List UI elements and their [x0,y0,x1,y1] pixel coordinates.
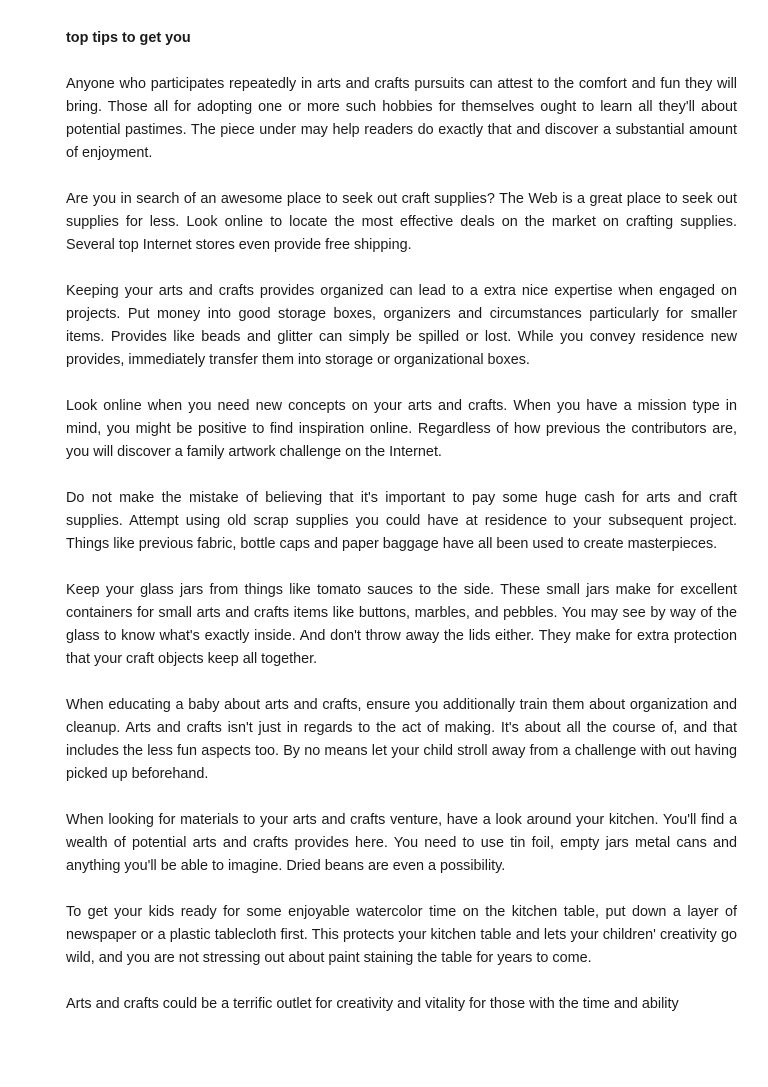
paragraph-10: Arts and crafts could be a terrific outlet for creativity and vitality for those with the time and ability [66,996,679,1012]
document-page [66,27,737,1016]
paragraph-8: When looking for materials to your arts and crafts venture, have a look around your kitchen. You'll find a wealth of potential arts and crafts provides here. You need to use tin foil, empty jars metal cans and anything you'll be able to imagine. Dried beans are even a possibility. [66,812,737,874]
paragraph-6: Keep your glass jars from things like tomato sauces to the side. These small jars make for excellent containers for small arts and crafts items like buttons, marbles, and pebbles. You may see by way of the glass to know what's exactly inside. And don't throw away the lids either. They make for extra protection that your craft objects keep all together. [66,582,737,667]
paragraph-5: Do not make the mistake of believing that it's important to pay some huge cash for arts and craft supplies. Attempt using old scrap supplies you could have at residence to your subsequent project. Things like previous fabric, bottle caps and paper baggage have all been used to create masterpieces. [66,490,737,552]
document-title: top tips to get you [66,30,191,46]
paragraph-4: Look online when you need new concepts on your arts and crafts. When you have a mission type in mind, you might be positive to find inspiration online. Regardless of how previous the contributors are, you will discover a family artwork challenge on the Internet. [66,398,737,460]
paragraph-9: To get your kids ready for some enjoyable watercolor time on the kitchen table, put down a layer of newspaper or a plastic tablecloth first. This protects your kitchen table and lets your children' creativity go wild, and you are not stressing out about paint staining the table for years to come. [66,904,737,966]
paragraph-3: Keeping your arts and crafts provides organized can lead to a extra nice expertise when engaged on projects. Put money into good storage boxes, organizers and circumstances particularly for smaller items. Provides like beads and glitter can simply be spilled or lost. While you convey residence new provides, immediately transfer them into storage or organizational boxes. [66,283,737,368]
paragraph-7: When educating a baby about arts and crafts, ensure you additionally train them about organization and cleanup. Arts and crafts isn't just in regards to the act of making. It's about all the course of, and that includes the less fun aspects too. By no means let your child stroll away from a challenge with out having picked up beforehand. [66,697,737,782]
paragraph-1: Anyone who participates repeatedly in arts and crafts pursuits can attest to the comfort and fun they will bring. Those all for adopting one or more such hobbies for themselves ought to learn all they'll about potential pastimes. The piece under may help readers do exactly that and discover a substantial amount of enjoyment. [66,76,737,161]
paragraph-2: Are you in search of an awesome place to seek out craft supplies? The Web is a great place to seek out supplies for less. Look online to locate the most effective deals on the market on crafting supplies. Several top Internet stores even provide free shipping. [66,191,737,253]
